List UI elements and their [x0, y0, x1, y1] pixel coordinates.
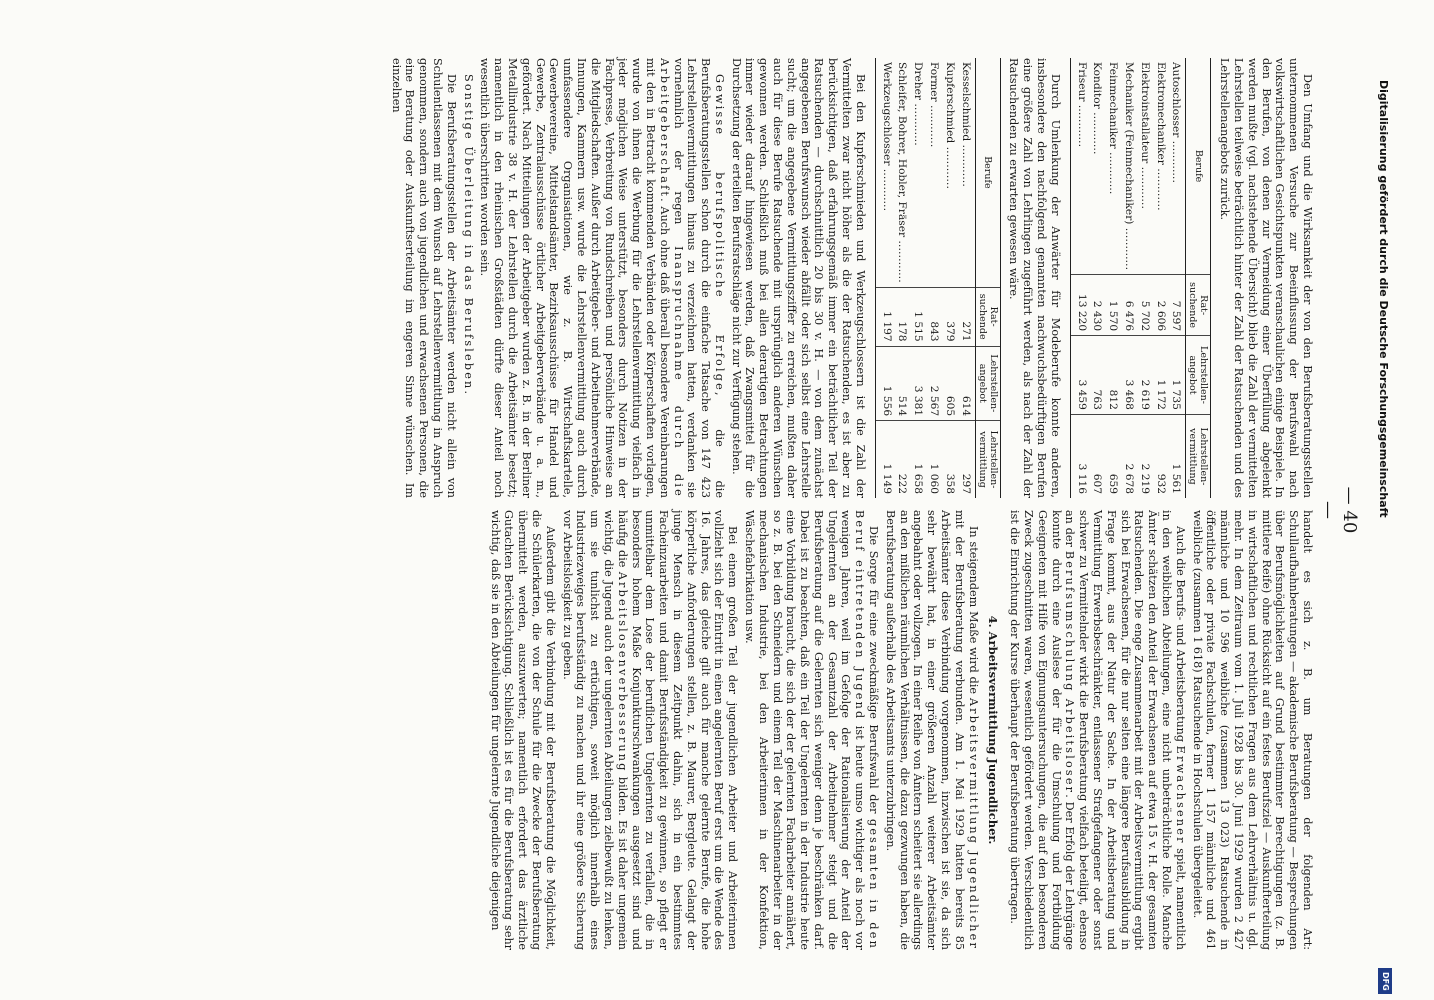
trade-name-cell: Former …………: [928, 62, 941, 148]
col-header-berufe: Berufe: [1186, 58, 1211, 275]
value-cell: 2 606: [1152, 275, 1168, 336]
trade-name-cell: Feinmechaniker …………: [1107, 62, 1120, 195]
value-cell: 2 678: [1120, 414, 1136, 498]
col-header-ratsuchende: Rat-suchende: [975, 287, 1000, 346]
paragraph-erwachsene: Auch die Berufs- und Arbeitsberatung Erwachsener spielt, namentlich in den weiblichen Abteilungen, eine nicht unbeträchtliche Rolle. Manche Ämter schätzen den Anteil der Erwachsenen auf etwa 15 v. H. der gesamten Ratsuchenden. Die enge Zusammenarbeit mit der Arbeitsvermittlung ergibt sich bei Erwachsenen, für die nur selten eine längere Berufsausbildung in Frage kommt, aus der Natur der Sache. In der Arbeitsberatung und Vermittlung Erwerbsbeschränkter, entlassener Strafgefangener oder sonst schwer zu Vermittelnder wirkt die Berufsberatung vielfach beteiligt, ebenso an der Berufsumschulung Arbeitsloser. Der Erfolg der Lehrgänge konnte durch eine Auslese der für die Umschulung und Fortbildung Geeigneten mit Hilfe von Eignungsuntersuchungen, die auf den besonderen Zweck zugeschnitten waren, wesentlich gefördert werden. Verschiedentlich ist die Einrichtung der Kurse überhaupt der Berufsberatung übertragen.: [1008, 510, 1187, 950]
value-cell: 932: [1152, 414, 1168, 498]
trade-name-cell: Kesselschmied …………: [959, 62, 972, 187]
value-cell: 514: [894, 346, 910, 421]
value-cell: 1 515: [909, 287, 925, 346]
table2-body: [875, 58, 975, 498]
col-header-ratsuchende: Rat-suchende: [1186, 275, 1211, 336]
trade-name-cell: Mechaniker (Feinmechaniker) …………: [1123, 62, 1136, 271]
page-number: — 40 —: [1318, 486, 1360, 534]
paragraph-ungelernte: Bei einem großen Teil der jugendlichen Arbeiter und Arbeiterinnen vollzieht sich der Eintritt in einen angelernten Beruf erst um die Wende des 16. Jahres, das gleiche gilt auch für manche gelernte Berufe, die hohe körperliche Anforderungen stellen, z. B. Maurer, Bergleute. Gelangt der junge Mensch in diesem Zeitpunkt dahin, sich in ein bestimmtes Facheinzuarbeiten und damit Berufsständigkeit zu gewinnen, so pflegt er unmittelbar dem Lose der beruflichen Ungelernten zu verfallen, die in besonders hohem Maße Konjunkturschwankungen ausgesetzt sind und häufig die Arbeitslosenverbesserung bilden. Es ist daher ungemein wichtig, die Jugend auch der ungelernten Abteilungen zielbewußt zu lenken, um sie tunlichst zu ertüchtigen, soweit möglich innerhalb eines Industriezweiges berufsständig zu machen und ihr eine größere Sicherung vor Arbeitslosigkeit zu geben.: [560, 510, 740, 951]
trade-name-cell: Elektromechaniker …………: [1154, 62, 1167, 211]
intro-paragraph: Den Umfang und die Wirksamkeit der von den Berufsberatungsstellen unternommenen Versuche zur Beeinflussung der Berufswahl nach volkswirtschaftlichen Gesichtspunkten veranschaulichen einige Beispiele. In den Berufen, von denen zur Vermeidung einer Überfüllung abgelenkt werden mußte (vgl. nachstehende Übersicht) blieb die Zahl der vermittelten Lehrstellen teilweise beträchtlich hinter der Zahl der Ratsuchenden und des Lehrstellenangebots zurück.: [1218, 58, 1314, 498]
value-cell: 1 556: [875, 346, 893, 421]
trade-name-cell: Schleifer, Bohrer, Hobler, Fräser …………: [896, 62, 909, 283]
table-row: [1089, 58, 1105, 498]
table-row: [894, 58, 910, 498]
col-header-vermittlung: Lehrstellen-vermittlung: [1186, 414, 1211, 498]
credit-line: Digitalisierung gefördert durch die Deutsche Forschungsgemeinschaft: [1377, 80, 1390, 518]
table-needy-trades: [875, 58, 1001, 498]
value-cell: 763: [1089, 336, 1105, 415]
value-cell: 614: [957, 346, 975, 421]
col-header-berufe: Berufe: [975, 58, 1000, 287]
value-cell: 2 619: [1136, 336, 1152, 415]
value-cell: 2 219: [1136, 414, 1152, 498]
paragraph-erfolge: Gewisse berufspolitische Erfolge, die die Berufsberatungsstellen schon durch die einfache Tatsache von 147 423 Lehrstellenvermittlungen hinaus zu verzeichnen hatten, verdanken sie vornehmlich der regen Inanspruchnahme durch die Arbeitgeberschaft. Auch ohne daß überall besondere Vereinbarungen mit den in Betracht kommenden Verbänden oder Körperschaften vorlagen, wurde von ihnen die Werbung für die Lehrstellenvermittlung vielfach in jeder möglichen Weise unterstützt, besonders durch Notizen in der Fachpresse, Verbreitung von Rundschreiben und persönliche Hinweise an die Mitgliedschaften. Außer durch Arbeitgeber- und Arbeitnehmerverbände, Innungen, Kammern usw. wurde die Lehrstellenvermittlung auch durch umfassendere Organisationen, wie z. B. Wirtschaftskartelle, Gewerbevereine, Mittelstandsämter, Bezirksausschüsse für Handel und Gewerbe, Zentralausschüsse örtlicher Arbeitgeberverbände u. a. m., gefördert. Nach Mitteilungen der Arbeitgeber wurden z. B. in der Berliner Metallindustrie 38 v. H. der Lehrstellen durch die Arbeitsämter besetzt; namentlich in den rheinischen Großstädten dürfte dieser Anteil noch wesentlich überschritten worden sein.: [478, 58, 726, 498]
value-cell: 2 567: [925, 346, 941, 421]
digitization-footer: [1372, 0, 1434, 1000]
value-cell: 6 476: [1120, 275, 1136, 336]
value-cell: 843: [925, 287, 941, 346]
col-header-angebot: Lehrstellen-angebot: [1186, 336, 1211, 415]
value-cell: 3 468: [1120, 336, 1136, 415]
right-column: [485, 510, 1314, 950]
col-header-angebot: Lehrstellen-angebot: [975, 346, 1000, 421]
value-cell: 297: [957, 421, 975, 498]
paragraph-kupferschmiede: Bei den Kupferschmieden und Werkzeugschlossern ist die Zahl der Vermittelten zwar nicht höher als die der Ratsuchenden, es ist aber zu berücksichtigen, daß erfahrungsgemäß immer ein beträchtlicher Teil der Ratsuchenden — durchschnittlich 20 bis 30 v. H. — von dem zunächst angegebenen Berufswunsch wieder abfällt oder sich selbst eine Lehrstelle sucht; um die angegebene Vermittlungsziffer zu erreichen, mußten daher auch für diese Berufe Ratsuchende mit ursprünglich anderen Wünschen gewonnen werden. Schließlich muß bei allen derartigen Betrachtungen immer wieder darauf hingewiesen werden, daß Zwangsmittel für die Durchsetzung der erteilten Berufsratschläge nicht zur Verfügung stehen.: [729, 58, 867, 498]
paragraph-beratungen: handelt es sich z. B. um Beratungen der folgenden Art: Schullaufbahnberatungen — akademische Berufsberatung — Besprechungen über Berufsmöglichkeiten auf Grund bestimmter Berechtigungen (z. B. mittlere Reife) ohne Rücksicht auf ein festes Berufsziel — Auskunfterteilung in wirtschaftlichen und rechtlichen Fragen aus dem Lehrverhältnis u. dgl. mehr. In dem Zeitraum vom 1. Juli 1928 bis 30. Juni 1929 wurden 2 427 männliche und 10 596 weibliche (zusammen 13 023) Ratsuchende in öffentliche oder private Fachschulen, ferner 1 157 männliche und 461 weibliche (zusammen 1 618) Ratsuchende in Hochschulen übergeleitet.: [1190, 510, 1314, 950]
value-cell: 2 430: [1089, 275, 1105, 336]
value-cell: 812: [1104, 336, 1120, 415]
table-row: [1168, 58, 1186, 498]
value-cell: 1 172: [1152, 336, 1168, 415]
value-cell: 3 459: [1070, 336, 1088, 415]
table-row: [957, 58, 975, 498]
table-overcrowded-trades: [1070, 58, 1212, 498]
table1-body: [1070, 58, 1186, 498]
value-cell: 1 060: [925, 421, 941, 498]
trade-name-cell: Autoschlosser …………: [1170, 62, 1183, 184]
value-cell: 1 570: [1104, 275, 1120, 336]
table-row: [1136, 58, 1152, 498]
value-cell: 5 702: [1136, 275, 1152, 336]
value-cell: 1 561: [1168, 414, 1186, 498]
paragraph-ueberleitung-heading: Sonstige Überleitung in das Berufsleben.: [461, 74, 475, 397]
trade-name-cell: Kupferschmied …………: [943, 62, 956, 189]
value-cell: 222: [894, 421, 910, 498]
table-row: [1070, 58, 1088, 498]
value-cell: 3 116: [1070, 414, 1088, 498]
value-cell: 659: [1104, 414, 1120, 498]
table-row: [1104, 58, 1120, 498]
table-row: [1152, 58, 1168, 498]
trade-name-cell: Dreher …………: [912, 62, 925, 146]
value-cell: 271: [957, 287, 975, 346]
value-cell: 607: [1089, 414, 1105, 498]
value-cell: 1 658: [909, 421, 925, 498]
paragraph-arbeitsvermittlung: In steigendem Maße wird die Arbeitsvermittlung Jugendlicher mit der Berufsberatung verbunden. Am 1. Mai 1929 hatten bereits 85 Arbeitsämter diese Verbindung vorgenommen, inzwischen ist sie, da sich sehr bewährt hat, in einer größeren Anzahl weiterer Arbeitsämter angebahnt oder vollzogen. In einer Reihe von Ämtern scheitert sie allerdings an den mißlichen räumlichen Verhältnissen, die dazu gezwungen haben, die Berufsberatung außerhalb des Arbeitsamts unterzubringen.: [883, 510, 980, 950]
left-column: [386, 58, 1314, 498]
dfg-logo: DFG: [1378, 968, 1392, 994]
table-row: [909, 58, 925, 498]
table-row: [1120, 58, 1136, 498]
value-cell: 358: [941, 421, 957, 498]
trade-name-cell: Friseur …………: [1070, 58, 1088, 275]
value-cell: 605: [941, 346, 957, 421]
section-heading: 4. Arbeitsvermittlung Jugendlicher.: [986, 615, 1001, 845]
paragraph-berufsberatungsstellen: Die Berufsberatungsstellen der Arbeitsämter werden nicht allein von Schulentlassenen mit dem Wunsch auf Lehrstellenvermittlung in Anspruch genommen, sondern auch von jugendlichen und erwachsenen Personen, die eine Beratung oder Auskunftserteilung im engeren Sinne wünschen. Im einzelnen: [389, 58, 458, 498]
trade-name-cell: Konditor …………: [1091, 62, 1104, 155]
value-cell: 1 149: [875, 421, 893, 498]
paragraph-umlenkung: Durch Umlenkung der Anwärter für Modeberufe konnte anderen, insbesondere den nachfolgend genannten nachwuchsbedürftigen Berufen eine größere Zahl von Lehrlingen zugeführt werden, als nach der Zahl der Ratsuchenden zu erwarten gewesen wäre.: [1007, 58, 1062, 498]
value-cell: 13 220: [1070, 275, 1088, 336]
table-row: [875, 58, 893, 498]
value-cell: 7 597: [1168, 275, 1186, 336]
paragraph-verbindung: Außerdem gibt die Verbindung mit der Berufsberatung die Möglichkeit, die Schülerkarten, die von der Schule für die Zwecke der Berufsberatung übermittelt werden, auszuwerten; namentlich erfordert das ärztliche Gutachten Berücksichtigung. Schließlich ist es für die Berufsberatung sehr wichtig, daß sie in den Abteilungen für ungelernte Jugendliche diejenigen: [488, 510, 557, 950]
paragraph-sorge: Die Sorge für eine zweckmäßige Berufswahl der gesamten in den Beruf eintretenden Jugend ist heute umso wichtiger als noch vor wenigen Jahren, weil im Gefolge der Rationalisierung der Anteil der Ungelernten an der Gesamtzahl der Arbeitnehmer steigt und die Berufsberatung auf die Gelernten sich weniger denn je beschränken darf. Dabei ist zu beachten, daß ein Teil der Ungelernten in der Industrie heute eine Vorbildung braucht, die sich der der gelernten Facharbeiter annähert, so z. B. bei den Schneidern und einem Teil der Maschinenarbeiter in der mechanischen Industrie, bei den Arbeiterinnen in der Konfektion, Wäschefabrikation usw.: [742, 510, 881, 950]
table-row: [925, 58, 941, 498]
table-row: [941, 58, 957, 498]
value-cell: 3 381: [909, 346, 925, 421]
trade-name-cell: Elektroinstallateur …………: [1138, 62, 1151, 209]
trade-name-cell: Werkzeugschlosser …………: [875, 58, 893, 287]
col-header-vermittlung: Lehrstellen-vermittlung: [975, 421, 1000, 498]
value-cell: 1 197: [875, 287, 893, 346]
value-cell: 178: [894, 287, 910, 346]
value-cell: 379: [941, 287, 957, 346]
value-cell: 1 735: [1168, 336, 1186, 415]
